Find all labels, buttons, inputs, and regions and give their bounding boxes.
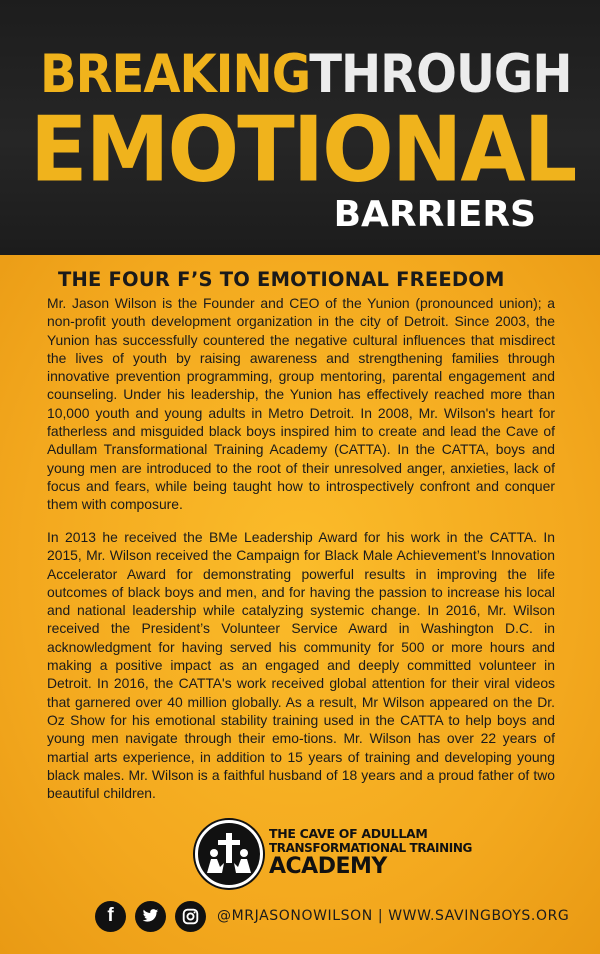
title-word-through: THROUGH [309,43,572,106]
facebook-glyph: f [107,905,114,926]
logo-text-line1: THE CAVE OF ADULLAM [269,826,428,841]
title-word-breaking: BREAKING [40,43,310,106]
logo-text-line2: TRANSFORMATIONAL TRAINING [269,841,472,855]
bio-paragraph-1: Mr. Jason Wilson is the Founder and CEO of the Yunion (pronounced union); a non-profit youth development organization in the city of Detroit. Since 2003, the Yunion has successfully countered the negative cultural influences that misdirect the lives of youth by raising awareness and strengthening families through innovative prevention programming, group mentoring, parental engagement and counseling. Under his leadership, the Yunion has effectively reached more than 10,000 youth and young adults in Metro Detroit. In 2008, Mr. Wilson's heart for fatherless and misguided black boys inspired him to create and lead the Cave of Adullam Transformational Training Academy (CATTA). In the CATTA, boys and young men are introduced to the root of their unresolved anger, anxieties, lack of focus and fears, while being taught how to introspectively confront and conquer them with composure. [47,295,555,513]
section-heading: THE FOUR F’S TO EMOTIONAL FREEDOM [58,268,505,291]
bio-paragraph-2: In 2013 he received the BMe Leadership Award for his work in the CATTA. In 2015, Mr. Wilson received the Campaign for Black Male Achievement’s Innovation Accelerator Award for demonstrating powerful results in improving the life outcomes of black boys and men, and for having the passion to increase his local and national leadership while catalyzing systemic change. In 2016, Mr. Wilson received the President’s Volunteer Service Award in Washington D.C. in acknowledgment for having served his community for 500 or more hours and making a positive impact as an engaged and deeply committed volunteer in Detroit. In 2016, the CATTA's work received global attention for their viral videos that garnered over 40 million globally. As a result, Mr Wilson appeared on the Dr. Oz Show for his emotional stability training used in the CATTA to help boys and young men navigate through their emo-tions. Mr. Wilson has over 22 years of martial arts experience, in addition to 15 years of training and developing young black males. Mr. Wilson is a faithful husband of 18 years and a proud father of two beautiful children. [47,529,555,802]
title-barriers: BARRIERS [333,194,536,235]
title-emotional: EMOTIONAL [30,97,576,203]
logo-text-line3: ACADEMY [269,854,387,879]
facebook-icon[interactable] [95,901,126,932]
instagram-camera-icon [182,908,199,925]
twitter-bird-icon [142,909,159,923]
academy-emblem-icon [195,820,263,888]
social-handle-and-website: @MRJASONOWILSON | WWW.SAVINGBOYS.ORG [217,908,570,924]
social-bar [95,898,569,934]
twitter-icon[interactable] [135,901,166,932]
title-breaking-through [40,43,572,106]
academy-logo [195,820,472,890]
instagram-icon[interactable] [175,901,206,932]
header-banner [0,0,600,255]
